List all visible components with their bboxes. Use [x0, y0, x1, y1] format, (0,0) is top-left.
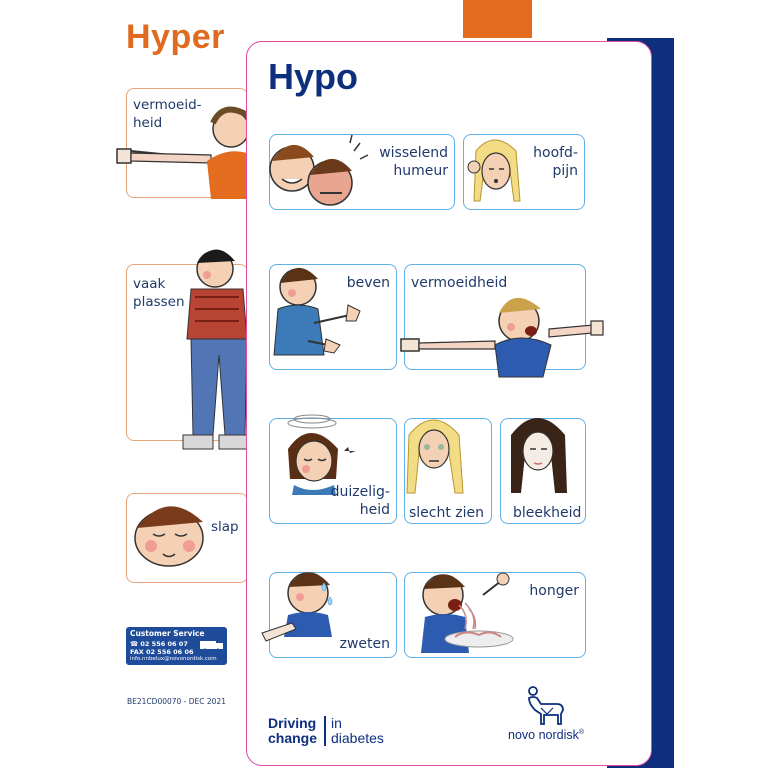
hypo-pale-label: bleekheid [513, 505, 582, 521]
standing-boy-illustration [177, 239, 257, 464]
eating-boy-illustration [411, 565, 531, 661]
hypo-title: Hypo [268, 56, 358, 97]
pale-girl-illustration [503, 405, 573, 485]
hypo-mood-label: wisselend humeur [379, 145, 448, 179]
hypo-tremble-label: beven [346, 275, 390, 291]
hyper-fatigue-card [126, 88, 248, 198]
hyper-title: Hyper [126, 18, 225, 56]
ambulance-icon [200, 639, 224, 651]
blurred-vision-girl-illustration [399, 405, 469, 495]
stretching-man-illustration [111, 89, 241, 199]
hypo-dizzy-card [269, 418, 397, 524]
footer-divider [324, 716, 326, 746]
driving-change-text: Driving change [268, 715, 318, 746]
brand-name: novo nordisk [508, 728, 579, 742]
hypo-fatigue-label: vermoeidheid [411, 275, 508, 291]
customer-service-fax: FAX 02 556 06 06 [130, 648, 194, 656]
hypo-headache-label: hoofd- pijn [533, 145, 578, 179]
document-code: BE21CD00070 - DEC 2021 [127, 697, 226, 706]
hypo-fatigue-card [404, 264, 586, 370]
in-diabetes-text: in diabetes [331, 715, 384, 746]
orange-tab [463, 0, 532, 38]
headache-girl-illustration [466, 131, 526, 211]
customer-service-tel: ☎ 02 556 06 07 [130, 640, 188, 648]
hypo-mood-card [269, 134, 455, 210]
hypo-tremble-card [269, 264, 397, 370]
yawning-man-illustration [399, 287, 609, 377]
sleepy-boy-illustration [129, 494, 219, 574]
hyper-fatigue-label: vermoeid- heid [133, 97, 202, 131]
hyper-urination-label: vaak plassen [133, 276, 185, 310]
sweating-boy-illustration [258, 563, 358, 643]
hypo-hunger-label: honger [529, 583, 579, 599]
mood-faces-illustration [262, 129, 382, 209]
novo-nordisk-bull-logo-icon [525, 686, 565, 726]
hypo-hunger-card [404, 572, 586, 658]
registered-mark: ® [578, 728, 585, 736]
hypo-vision-card [404, 418, 492, 524]
hyper-urination-card [126, 264, 248, 441]
hypo-headache-card [463, 134, 585, 210]
customer-service-title: Customer Service [130, 629, 205, 638]
hyper-sleepy-label: slap [211, 519, 239, 535]
hyper-sleepy-card [126, 493, 248, 583]
trembling-boy-illustration [268, 253, 378, 363]
customer-service-box [126, 627, 227, 665]
hypo-pale-card [500, 418, 586, 524]
hypo-sweat-card [269, 572, 397, 658]
hypo-vision-label: slecht zien [409, 505, 485, 521]
novo-nordisk-brand [508, 728, 584, 742]
customer-service-email: info.nnbelux@novonordisk.com [130, 656, 217, 662]
hypo-dizzy-label: duizelig- heid [330, 484, 390, 518]
hypo-sweat-label: zweten [339, 636, 390, 652]
